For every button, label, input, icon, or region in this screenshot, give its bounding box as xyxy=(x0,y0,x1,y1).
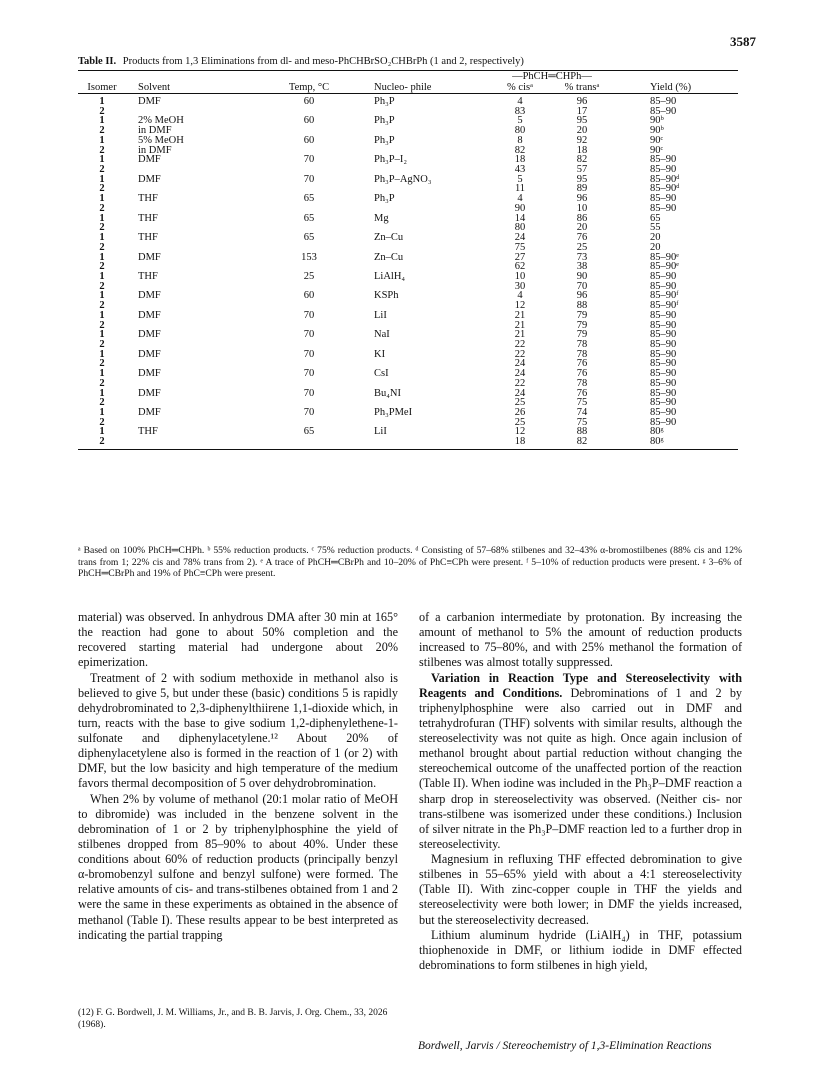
cell-solvent: DMF xyxy=(138,387,161,399)
cell-solvent: in DMF xyxy=(138,125,172,137)
cell-temp: 60 xyxy=(303,115,315,127)
table-row xyxy=(78,389,738,399)
cell-nucleophile: Ph₃P xyxy=(374,134,395,146)
cell-cis: 21 xyxy=(514,309,526,321)
cell-solvent xyxy=(126,437,270,447)
table-row xyxy=(78,97,738,107)
cell-trans: 88 xyxy=(576,300,588,312)
cell-isomer: 2 xyxy=(99,377,105,389)
cell-isomer: 1 xyxy=(99,251,105,263)
cell-isomer: 2 xyxy=(99,319,105,331)
cell-yield: 85–90 xyxy=(650,348,677,360)
cell-trans: 96 xyxy=(576,193,588,205)
right-paragraph-2-text: Debrominations of 1 and 2 by triphenylphosphine were also carried out in DMF and tetrahydrofuran (THF) solvents with similar results, although the stereoselectivity was not quite as high. Once again inclusion of methanol brought about partial reduction without changing the stereochemical outcome of the unaffected portion of the reaction (Table II). When iodine was included in the Ph₃P–DMF reaction a sharp drop in stereoselectivity was observed. (Neither cis- nor trans-stilbene was isomerized under these conditions.) Inclusion of silver nitrate in the Ph₃P–DMF reaction led to a further drop in stereoselectivity. xyxy=(419,685,743,851)
table-row xyxy=(78,340,738,350)
cell-solvent: DMF xyxy=(138,173,161,185)
cell-nucleophile: LiI xyxy=(374,426,387,438)
cell-trans: 18 xyxy=(576,144,588,156)
cell-nucleophile: Bu₄NI xyxy=(374,387,401,399)
cell-cis: 21 xyxy=(514,319,526,331)
cell-yield: 85–90ᶠ xyxy=(650,290,679,302)
table-row xyxy=(78,282,738,292)
table-footnotes: ᵃ Based on 100% PhCH═CHPh. ᵇ 55% reduction products. ᶜ 75% reduction products. ᵈ Consisting of 57–68% stilbenes and 32–43% α-bromostilbenes (88% cis and 12% trans from 1; 22% cis and 78% trans from 2). ᵉ A trace of PhCH═CBrPh and 10–20% of PhC≡CPh were present. ᶠ 5–10% of reduction products were present. ᵍ 3–6% of PhCH═CBrPh and 19% of PhC≡CPh were present. xyxy=(78,545,742,579)
cell-isomer: 2 xyxy=(99,125,105,137)
cell-trans: 75 xyxy=(576,416,588,428)
section-heading: Variation in Reaction Type and Stereoselectivity with Reagents and Conditions. xyxy=(419,670,742,700)
cell-temp: 65 xyxy=(303,232,315,244)
cell-temp: 70 xyxy=(303,368,315,380)
cell-nucleophile xyxy=(348,243,490,253)
cell-solvent: 5% MeOH xyxy=(138,134,184,146)
cell-yield: 20 xyxy=(650,241,661,253)
cell-temp xyxy=(270,437,348,447)
cell-cis: 82 xyxy=(514,144,526,156)
cell-cis: 62 xyxy=(514,261,526,273)
cell-trans: 25 xyxy=(576,241,588,253)
cell-yield: 85–90 xyxy=(650,358,677,370)
cell-nucleophile xyxy=(348,184,490,194)
page-number: 3587 xyxy=(730,34,756,49)
cell-solvent: THF xyxy=(138,212,158,224)
table-row xyxy=(78,243,738,253)
table-row xyxy=(78,359,738,369)
table-row xyxy=(78,427,738,437)
cell-cis: 24 xyxy=(514,387,526,399)
cell-isomer: 2 xyxy=(99,416,105,428)
table-row xyxy=(78,321,738,331)
cell-trans: 78 xyxy=(576,348,588,360)
cell-trans: 20 xyxy=(576,222,588,234)
table-row xyxy=(78,311,738,321)
cell-isomer: 2 xyxy=(99,261,105,273)
table-row xyxy=(78,116,738,126)
cell-trans: 95 xyxy=(576,115,588,127)
cell-nucleophile: NaI xyxy=(374,329,390,341)
cell-cis: 25 xyxy=(514,416,526,428)
cell-yield: 85–90 xyxy=(650,193,677,205)
cell-cis: 12 xyxy=(514,426,526,438)
cell-cis: 22 xyxy=(514,338,526,350)
table-label: Table II. xyxy=(78,56,117,67)
table-row xyxy=(78,418,738,428)
table-row xyxy=(78,223,738,233)
cell-isomer: 1 xyxy=(99,329,105,341)
cell-yield: 85–90 xyxy=(650,154,677,166)
cell-isomer: 2 xyxy=(99,164,105,176)
cell-temp: 60 xyxy=(303,134,315,146)
cell-cis: 80 xyxy=(514,222,526,234)
cell-cis: 24 xyxy=(514,232,526,244)
cell-cis: 27 xyxy=(514,251,526,263)
cell-trans: 10 xyxy=(576,202,588,214)
table-row xyxy=(78,437,738,447)
cell-trans: 17 xyxy=(576,105,588,117)
cell-trans: 76 xyxy=(576,358,588,370)
cell-yield: 85–90 xyxy=(650,397,677,409)
cell-isomer: 1 xyxy=(99,134,105,146)
cell-solvent: DMF xyxy=(138,348,161,360)
cell-yield: 85–90ᶠ xyxy=(650,300,679,312)
cell-isomer: 1 xyxy=(99,173,105,185)
cell-trans: 82 xyxy=(576,436,588,448)
header-cis: % cisᵃ xyxy=(507,82,533,93)
cell-yield: 85–90 xyxy=(650,377,677,389)
cell-isomer: 2 xyxy=(99,202,105,214)
cell-trans: 96 xyxy=(576,96,588,107)
cell-cis: 21 xyxy=(514,329,526,341)
cell-cis: 18 xyxy=(514,154,526,166)
cell-solvent: DMF xyxy=(138,290,161,302)
right-paragraph-1: of a carbanion intermediate by protonation. By increasing the amount of methanol to 5% the amount of reduction products increased to 75–80%, and with 25% methanol the formation of stilbenes was almost totally suppressed. xyxy=(419,610,742,670)
cell-yield: 85–90ᵈ xyxy=(650,173,680,185)
cell-isomer: 1 xyxy=(99,348,105,360)
cell-nucleophile xyxy=(348,126,490,136)
cell-temp: 70 xyxy=(303,173,315,185)
cell-cis: 11 xyxy=(514,183,526,195)
cell-temp: 70 xyxy=(303,407,315,418)
table-row xyxy=(78,262,738,272)
cell-temp: 65 xyxy=(303,426,315,438)
cell-nucleophile xyxy=(348,359,490,369)
cell-cis: 90 xyxy=(514,202,526,214)
cell-yield: 80ᵍ xyxy=(650,426,664,438)
cell-yield: 90ᶜ xyxy=(650,144,664,156)
cell-trans: 79 xyxy=(576,319,588,331)
cell-trans: 78 xyxy=(576,338,588,350)
cell-isomer: 1 xyxy=(99,368,105,380)
cell-yield: 85–90 xyxy=(650,164,677,176)
cell-nucleophile: Ph₃P xyxy=(374,115,395,127)
cell-solvent: THF xyxy=(138,426,158,438)
cell-cis: 25 xyxy=(514,397,526,409)
cell-temp: 65 xyxy=(303,212,315,224)
cell-trans: 20 xyxy=(576,125,588,137)
cell-solvent: THF xyxy=(138,270,158,282)
cell-temp: 25 xyxy=(303,270,315,282)
cell-nucleophile: Ph₃P–I₂ xyxy=(374,154,407,166)
cell-yield: 85–90 xyxy=(650,368,677,380)
cell-yield: 85–90 xyxy=(650,309,677,321)
cell-solvent: DMF xyxy=(138,154,161,166)
table-row xyxy=(78,369,738,379)
cell-nucleophile: LiI xyxy=(374,309,387,321)
cell-nucleophile: Zn–Cu xyxy=(374,232,404,244)
cell-nucleophile: KI xyxy=(374,348,386,360)
cell-trans: 88 xyxy=(576,426,588,438)
right-column xyxy=(419,610,742,973)
cell-isomer: 1 xyxy=(99,154,105,166)
cell-cis: 26 xyxy=(514,407,526,418)
cell-isomer: 1 xyxy=(99,387,105,399)
right-paragraph-3: Magnesium in refluxing THF effected debromination to give stilbenes in 55–65% yield with about a 4:1 stereoselectivity (Table II). With zinc-copper couple in THF the yields and stereoselectivity were both lower; in DMF the yields increased, but the stereoselectivity decreased. xyxy=(419,852,742,927)
cell-temp: 70 xyxy=(303,387,315,399)
cell-cis: 12 xyxy=(514,300,526,312)
cell-isomer: 1 xyxy=(99,232,105,244)
cell-cis: 22 xyxy=(514,348,526,360)
table-row xyxy=(78,175,738,185)
cell-cis: 14 xyxy=(514,212,526,224)
cell-yield: 85–90ᵉ xyxy=(650,261,679,273)
cell-temp: 65 xyxy=(303,193,315,205)
cell-yield: 65 xyxy=(650,212,661,224)
cell-temp: 153 xyxy=(301,251,317,263)
cell-yield: 85–90 xyxy=(650,105,677,117)
cell-nucleophile: Ph₃PMeI xyxy=(374,407,413,418)
cell-nucleophile: Ph₃P–AgNO₃ xyxy=(374,173,432,185)
cell-isomer: 1 xyxy=(99,290,105,302)
left-paragraph-1: material) was observed. In anhydrous DMA after 30 min at 165° the reaction had gone to about 50% completion and the recovered starting material had undergone about 20% epimerization. xyxy=(78,610,398,670)
header-solvent: Solvent xyxy=(138,82,171,93)
cell-trans: 95 xyxy=(576,173,588,185)
table-row xyxy=(78,253,738,263)
cell-cis: 24 xyxy=(514,358,526,370)
cell-solvent: DMF xyxy=(138,368,161,380)
cell-trans: 79 xyxy=(576,309,588,321)
cell-isomer: 2 xyxy=(99,338,105,350)
cell-yield: 85–90ᵈ xyxy=(650,183,680,195)
cell-nucleophile xyxy=(348,340,490,350)
right-paragraph-4: Lithium aluminum hydride (LiAlH₄) in THF, potassium thiophenoxide in DMF, or lithium iodide in DMF effected debrominations to form stilbenes in high yield, xyxy=(419,927,742,972)
cell-trans: 76 xyxy=(576,368,588,380)
table-row xyxy=(78,204,738,214)
cell-nucleophile xyxy=(348,418,490,428)
left-column xyxy=(78,610,398,943)
table-row xyxy=(78,330,738,340)
cell-cis: 75 xyxy=(514,241,526,253)
table-row xyxy=(78,184,738,194)
cell-solvent: DMF xyxy=(138,309,161,321)
cell-isomer: 1 xyxy=(99,407,105,418)
cell-trans: 86 xyxy=(576,212,588,224)
cell-yield: 85–90 xyxy=(650,270,677,282)
cell-isomer: 1 xyxy=(99,115,105,127)
cell-nucleophile xyxy=(348,204,490,214)
header-yield: Yield (%) xyxy=(650,82,692,93)
cell-yield: 85–90ᵉ xyxy=(650,251,679,263)
cell-isomer: 1 xyxy=(99,270,105,282)
cell-nucleophile xyxy=(348,437,490,447)
cell-temp: 70 xyxy=(303,329,315,341)
header-nucleophile: Nucleo- phile xyxy=(374,82,432,93)
cell-trans: 70 xyxy=(576,280,588,292)
cell-trans: 92 xyxy=(576,134,588,146)
cell-trans: 90 xyxy=(576,270,588,282)
cell-trans: 57 xyxy=(576,164,588,176)
cell-trans: 75 xyxy=(576,397,588,409)
cell-nucleophile xyxy=(348,321,490,331)
reference-12: (12) F. G. Bordwell, J. M. Williams, Jr., and B. B. Jarvis, J. Org. Chem., 33, 2026 (1968). xyxy=(78,1008,388,1030)
cell-temp: 70 xyxy=(303,309,315,321)
header-isomer: Isomer xyxy=(87,82,117,93)
cell-nucleophile xyxy=(348,398,490,408)
cell-cis: 8 xyxy=(517,134,523,146)
cell-trans: 76 xyxy=(576,387,588,399)
table-row xyxy=(78,214,738,224)
table-row xyxy=(78,136,738,146)
cell-nucleophile: Ph₃P xyxy=(374,96,395,107)
cell-cis: 83 xyxy=(514,105,526,117)
cell-temp: 70 xyxy=(303,154,315,166)
cell-nucleophile: CsI xyxy=(374,368,389,380)
cell-cis: 80 xyxy=(514,125,526,137)
left-paragraph-2: Treatment of 2 with sodium methoxide in methanol also is believed to give 5, but under these (basic) conditions 5 is rapidly dehydrobrominated to 2,3-diphenylthiirene 1,1-dioxide which, in turn, reacts with the base to give sodium 1,2-diphenylethene-1-sulfonate and diphenylacetylene.¹² About 20% of diphenylacetylene also is formed in the reaction of 1 (or 2) with DMF, but the low basicity and high temperature of the medium favors thermal decomposition of 5 over dehydrobromination. xyxy=(78,670,398,791)
cell-isomer: 2 xyxy=(99,222,105,234)
header-temp: Temp, °C xyxy=(288,82,330,93)
cell-isomer: 2 xyxy=(99,144,105,156)
cell-nucleophile: KSPh xyxy=(374,290,399,302)
products-table xyxy=(78,70,738,450)
table-row xyxy=(78,146,738,156)
table-row xyxy=(78,155,738,165)
cell-yield: 90ᵇ xyxy=(650,115,664,127)
cell-trans: 78 xyxy=(576,377,588,389)
cell-temp: 60 xyxy=(303,96,315,107)
table-row xyxy=(78,233,738,243)
cell-isomer: 2 xyxy=(99,105,105,117)
cell-trans: 89 xyxy=(576,183,588,195)
table-row xyxy=(78,408,738,418)
table-row xyxy=(78,379,738,389)
cell-nucleophile xyxy=(348,282,490,292)
cell-nucleophile: Mg xyxy=(374,212,389,224)
cell-cis: 5 xyxy=(517,173,523,185)
cell-isomer: 2 xyxy=(99,241,105,253)
cell-trans: 73 xyxy=(576,251,588,263)
cell-solvent: THF xyxy=(138,232,158,244)
cell-isomer: 2 xyxy=(99,300,105,312)
cell-temp: 60 xyxy=(303,290,315,302)
cell-cis: 43 xyxy=(514,164,526,176)
cell-solvent: in DMF xyxy=(138,144,172,156)
cell-nucleophile xyxy=(348,223,490,233)
cell-nucleophile xyxy=(348,301,490,311)
cell-cis: 4 xyxy=(517,193,523,205)
cell-isomer: 2 xyxy=(99,280,105,292)
cell-solvent: DMF xyxy=(138,407,161,418)
cell-isomer: 1 xyxy=(99,193,105,205)
cell-cis: 4 xyxy=(517,290,523,302)
cell-yield: 85–90 xyxy=(650,202,677,214)
cell-solvent: 2% MeOH xyxy=(138,115,184,127)
cell-nucleophile: Zn–Cu xyxy=(374,251,404,263)
table-bottom-rule xyxy=(78,449,738,450)
cell-trans: 79 xyxy=(576,329,588,341)
table-caption xyxy=(78,56,524,67)
cell-cis: 22 xyxy=(514,377,526,389)
running-footer: Bordwell, Jarvis / Stereochemistry of 1,3-Elimination Reactions xyxy=(418,1040,712,1052)
cell-yield: 20 xyxy=(650,232,661,244)
cell-isomer: 2 xyxy=(99,183,105,195)
cell-trans: 74 xyxy=(576,407,588,418)
stilbene-span-header: —PhCH═CHPh— xyxy=(512,71,592,82)
cell-cis: 4 xyxy=(517,96,523,107)
cell-nucleophile xyxy=(348,379,490,389)
cell-cis: 10 xyxy=(514,270,526,282)
cell-isomer: 1 xyxy=(99,309,105,321)
table-row xyxy=(78,194,738,204)
cell-yield: 85–90 xyxy=(650,319,677,331)
cell-nucleophile xyxy=(348,146,490,156)
left-paragraph-3: When 2% by volume of methanol (20:1 molar ratio of MeOH to dibromide) was included in the benzene solvent in the debromination of 1 or 2 by triphenylphosphine the yield of stilbenes dropped from 85–90% to about 40%. Under these conditions about 60% of reduction products (principally benzyl α-bromobenzyl sulfone and benzyl sulfone) were formed. The relative amounts of cis- and trans-stilbenes obtained from 1 and 2 were the same in these experiments as obtained in the absence of methanol (Table I). These results appear to be best interpreted as indicating the partial trapping xyxy=(78,791,398,942)
cell-solvent: DMF xyxy=(138,96,161,107)
cell-isomer: 2 xyxy=(99,358,105,370)
cell-cis: 24 xyxy=(514,368,526,380)
cell-yield: 55 xyxy=(650,222,661,234)
table-row xyxy=(78,272,738,282)
table-body xyxy=(78,97,738,447)
cell-nucleophile: Ph₃P xyxy=(374,193,395,205)
cell-cis: 5 xyxy=(517,115,523,127)
cell-yield: 90ᵇ xyxy=(650,125,664,137)
cell-solvent: DMF xyxy=(138,329,161,341)
cell-trans: 76 xyxy=(576,232,588,244)
cell-isomer: 1 xyxy=(99,426,105,438)
cell-isomer: 2 xyxy=(99,436,105,448)
table-row xyxy=(78,301,738,311)
cell-yield: 80ᵍ xyxy=(650,436,664,448)
cell-yield: 85–90 xyxy=(650,407,677,418)
cell-isomer: 1 xyxy=(99,96,105,107)
header-trans: % transᵃ xyxy=(564,82,600,93)
cell-yield: 85–90 xyxy=(650,96,677,107)
cell-solvent: THF xyxy=(138,193,158,205)
table-row xyxy=(78,350,738,360)
right-paragraph-2 xyxy=(419,671,742,853)
cell-yield: 85–90 xyxy=(650,387,677,399)
table-caption-text: Products from 1,3 Eliminations from dl- and meso-PhCHBrSO₂CHBrPh (1 and 2, respectively) xyxy=(122,56,524,67)
cell-yield: 85–90 xyxy=(650,329,677,341)
cell-yield: 85–90 xyxy=(650,338,677,350)
cell-trans: 82 xyxy=(576,154,588,166)
table-row xyxy=(78,291,738,301)
cell-nucleophile xyxy=(348,107,490,117)
cell-trans: 38 xyxy=(576,261,588,273)
cell-yield: 85–90 xyxy=(650,280,677,292)
cell-yield: 90ᶜ xyxy=(650,134,664,146)
cell-nucleophile: LiAlH₄ xyxy=(374,270,406,282)
cell-yield: 85–90 xyxy=(650,416,677,428)
cell-cis: 30 xyxy=(514,280,526,292)
cell-temp: 70 xyxy=(303,348,315,360)
cell-solvent: DMF xyxy=(138,251,161,263)
cell-trans: 96 xyxy=(576,290,588,302)
cell-cis: 18 xyxy=(514,436,526,448)
cell-nucleophile xyxy=(348,262,490,272)
cell-isomer: 2 xyxy=(99,397,105,409)
cell-isomer: 1 xyxy=(99,212,105,224)
